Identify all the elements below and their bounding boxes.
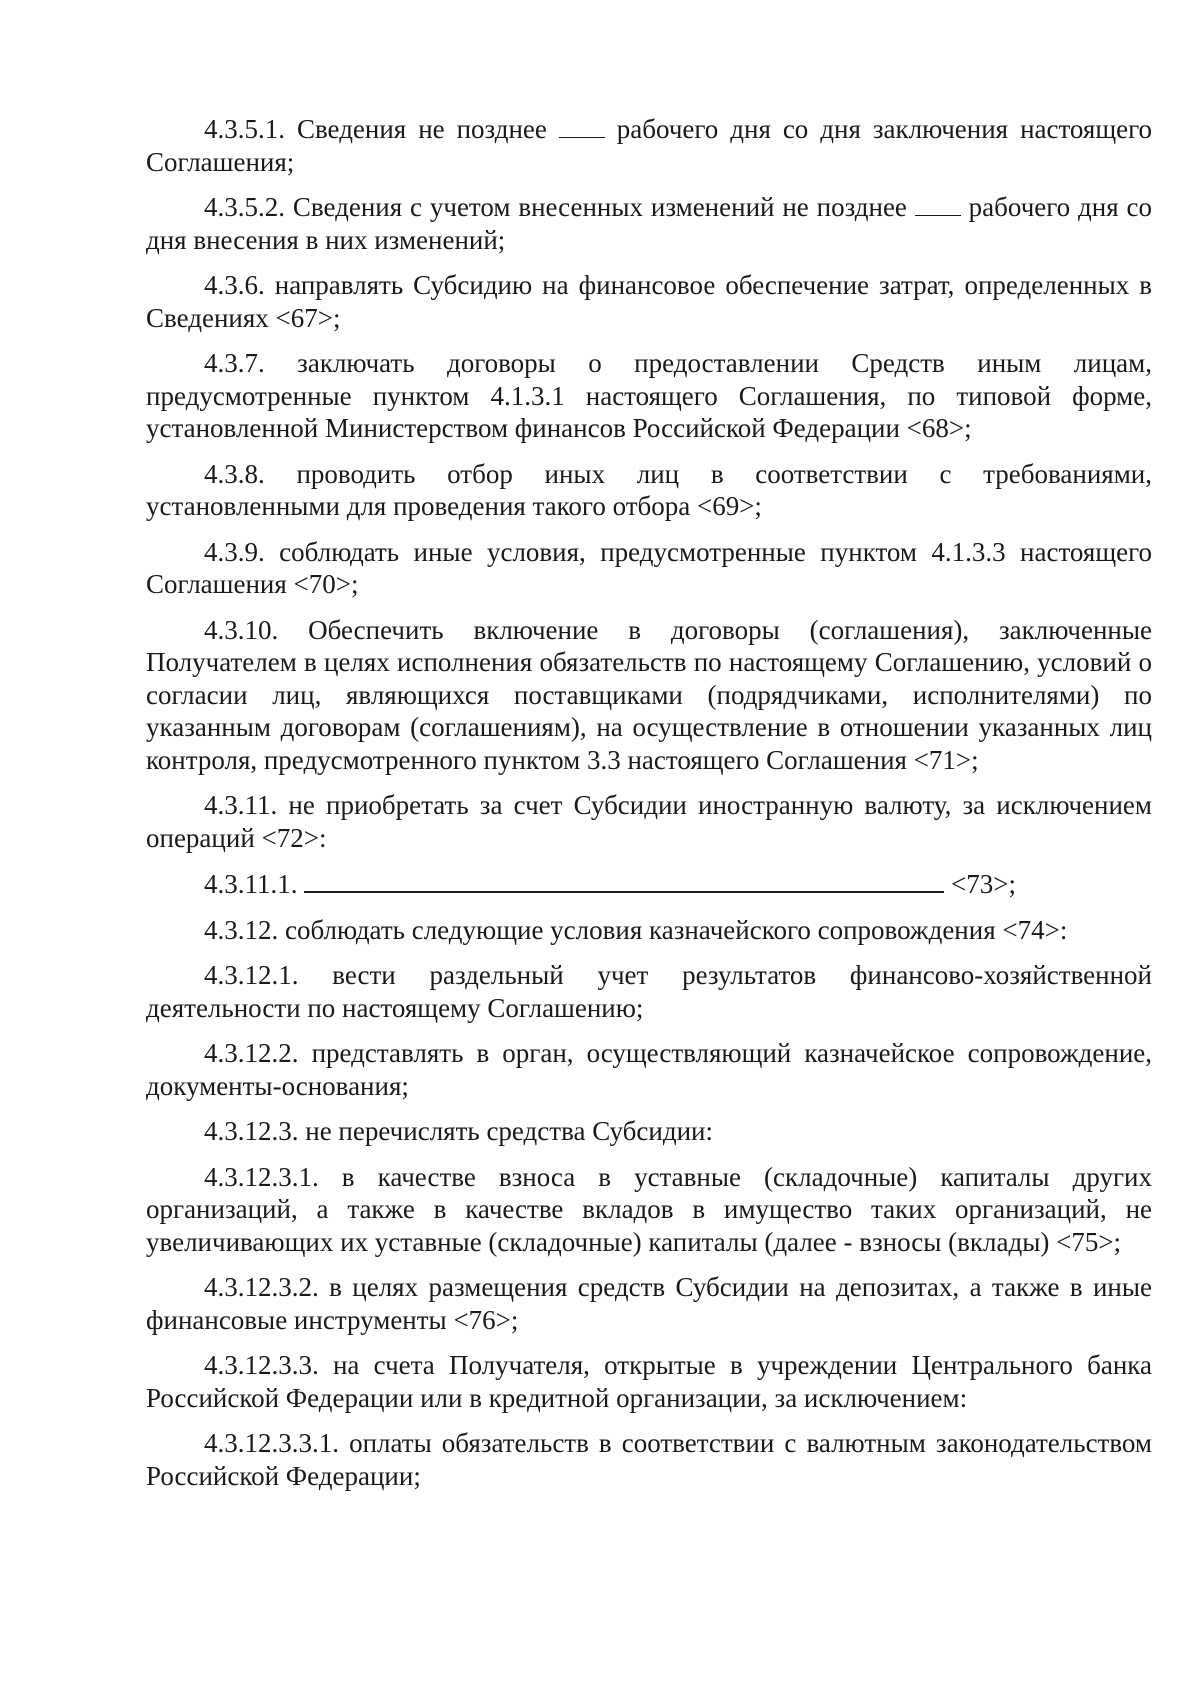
clause-4-3-12-3-2: 4.3.12.3.2. в целях размещения средств Субсидии на депозитах, а также в иные финансовые инструменты <76>; — [146, 1272, 1152, 1335]
clause-4-3-8: 4.3.8. проводить отбор иных лиц в соответствии с требованиями, установленными для проведения такого отбора <69>; — [146, 458, 1152, 521]
clause-4-3-11-1: 4.3.11.1. <73>; — [204, 869, 1016, 899]
clause-4-3-6: 4.3.6. направлять Субсидию на финансовое обеспечение затрат, определенных в Сведениях <67>; — [146, 270, 1152, 333]
clause-4-3-9: 4.3.9. соблюдать иные условия, предусмотренные пунктом 4.1.3.3 настоящего Соглашения <70>; — [146, 536, 1152, 599]
clause-4-3-5-2: 4.3.5.2. Сведения с учетом внесенных изменений не позднее рабочего дня со дня внесения в них изменений; — [146, 192, 1152, 255]
fill-in-line — [304, 867, 944, 893]
clause-4-3-7: 4.3.7. заключать договоры о предоставлении Средств иным лицам, предусмотренные пунктом 4.1.3.1 настоящего Соглашения, по типовой форме, установленной Министерством финансов Российской Федерации <68>; — [146, 348, 1152, 443]
clause-4-3-12-3-3: 4.3.12.3.3. на счета Получателя, открытые в учреждении Центрального банка Российской Федерации или в кредитной организации, за исключением: — [146, 1350, 1152, 1413]
clause-4-3-12-2: 4.3.12.2. представлять в орган, осуществляющий казначейское сопровождение, документы-основания; — [146, 1038, 1152, 1101]
clause-4-3-12-3: 4.3.12.3. не перечислять средства Субсидии: — [204, 1116, 713, 1146]
clause-4-3-12-1: 4.3.12.1. вести раздельный учет результатов финансово-хозяйственной деятельности по настоящему Соглашению; — [146, 960, 1152, 1023]
clause-4-3-12-3-3-1: 4.3.12.3.3.1. оплаты обязательств в соответствии с валютным законодательством Российской Федерации; — [146, 1428, 1152, 1491]
clause-4-3-12: 4.3.12. соблюдать следующие условия казначейского сопровождения <74>: — [204, 914, 1068, 945]
clause-4-3-11: 4.3.11. не приобретать за счет Субсидии иностранную валюту, за исключением операций <72>: — [146, 790, 1152, 853]
clause-4-3-5-1: 4.3.5.1. Сведения не позднее рабочего дня со дня заключения настоящего Соглашения; — [146, 114, 1153, 177]
document-page — [146, 113, 1152, 1492]
fill-in-blank — [559, 113, 605, 138]
clause-4-3-12-3-1: 4.3.12.3.1. в качестве взноса в уставные (складочные) капиталы других организаций, а также в качестве вкладов в имущество таких организаций, не увеличивающих их уставные (складочные) капиталы (далее - взносы (вклады) <75>; — [146, 1161, 1152, 1257]
clause-4-3-10: 4.3.10. Обеспечить включение в договоры (соглашения), заключенные Получателем в целях исполнения обязательств по настоящему Соглашению, условий о согласии лиц, являющихся поставщиками (подрядчиками, исполнителями) по указанным договорам (соглашениям), на осуществление в отношении указанных лиц контроля, предусмотренного пунктом 3.3 настоящего Соглашения <71>; — [146, 614, 1152, 775]
fill-in-blank — [915, 191, 961, 216]
